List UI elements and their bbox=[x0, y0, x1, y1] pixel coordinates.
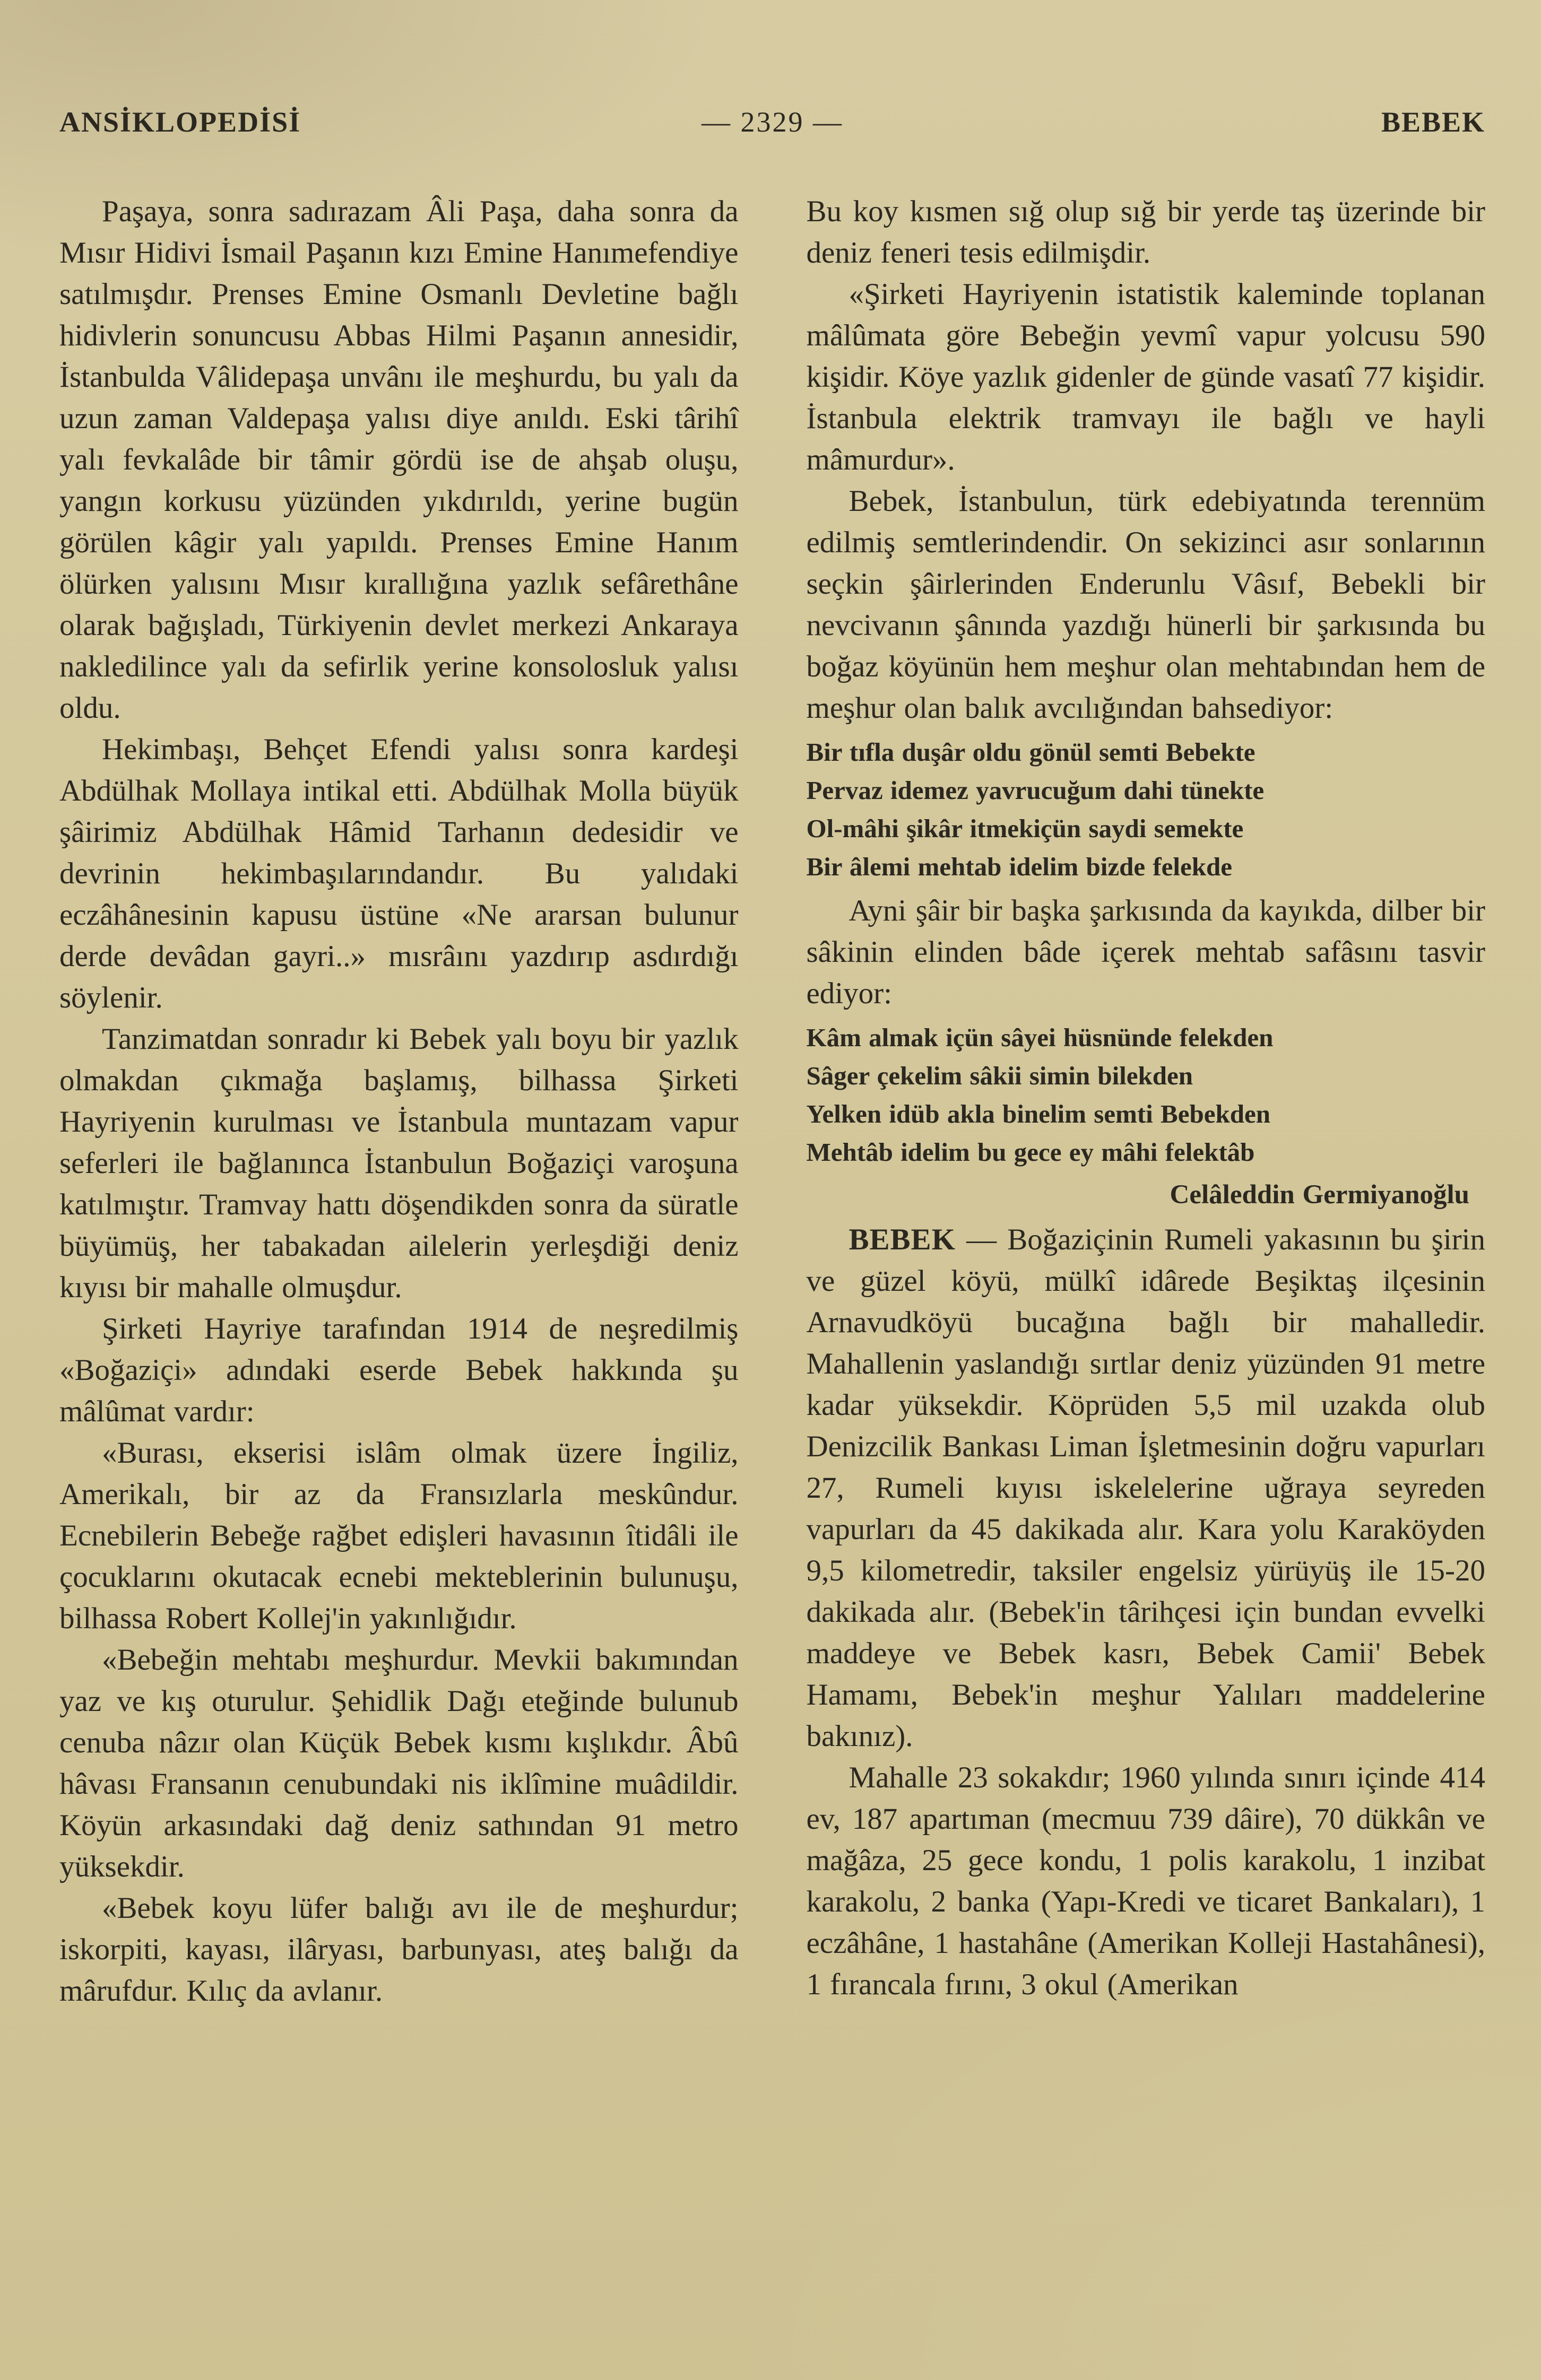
poem-line: Pervaz idemez yavrucuğum dahi tünekte bbox=[806, 776, 1265, 805]
header-entry-word: BEBEK bbox=[1381, 106, 1486, 138]
paragraph: Bu koy kısmen sığ olup sığ bir yerde taş üzerinde bir deniz feneri tesis edilmişdir. bbox=[806, 195, 1485, 270]
paragraph: Tanzimatdan sonradır ki Bebek yalı boyu bir yazlık olmakdan çıkmağa başlamış, bilhassa Şirketi Hayriyenin kurulması ve İstanbula muntazam vapur seferleri ile bağlanınca İstanbulun Boğaziçi varoşuna katılmıştır. Tramvay hattı döşendikden sonra da süratle büyümüş, her tabakadan ailelerin yerleşdiği deniz kıyısı bir mahalle olmuşdur. bbox=[59, 1022, 739, 1304]
poet-signature: Celâleddin Germiyanoğlu bbox=[1170, 1180, 1469, 1210]
poem-line: Mehtâb idelim bu gece ey mâhi felektâb bbox=[806, 1137, 1255, 1167]
poem-verse bbox=[807, 733, 1486, 886]
paragraph: Ayni şâir bir başka şarkısında da kayıkda, dilber bir sâkinin elinden bâde içerek mehtab safâsını tasvir ediyor: bbox=[806, 894, 1485, 1010]
entry-paragraph bbox=[807, 1219, 1486, 1757]
entry-text: — Boğaziçinin Rumeli yakasının bu şirin ve güzel köyü, mülkî idârede Beşiktaş ilçesinin Arnavudköyü bucağına bağlı bir mahalledir. Mahallenin yaslandığı sırtlar deniz yüzünden 91 metre kadar yüksekdir. Köprüden 5,5 mil uzakda olub Denizcilik Bankası Liman İşletmesinin doğru vapurları 27, Rumeli kıyısı iskelelerine uğraya seyreden vapurları da 45 dakikada alır. Kara yolu Karaköyden 9,5 kilometredir, taksiler engelsiz yürüyüş ile 15-20 dakikada alır. (Bebek'in târihçesi için bundan evvelki maddeye ve Bebek kasrı, Bebek Camii' Bebek Hamamı, Bebek'in meşhur Yalıları maddelerine bakınız). bbox=[806, 1223, 1485, 1753]
page-number: — 2329 — bbox=[702, 106, 843, 138]
poem-line: Sâger çekelim sâkii simin bilekden bbox=[806, 1061, 1193, 1090]
poem-line: Bir âlemi mehtab idelim bizde felekde bbox=[806, 852, 1233, 881]
paragraph: Mahalle 23 sokakdır; 1960 yılında sınırı içinde 414 ev, 187 apartıman (mecmuu 739 dâire), 70 dükkân ve mağâza, 25 gece kondu, 1 polis karakolu, 1 inzibat karakolu, 2 banka (Yapı-Kredi ve ticaret Bankaları), 1 eczâhâne, 1 hastahâne (Amerikan Kolleji Hastahânesi), 1 fırancala fırını, 3 okul (Amerikan bbox=[806, 1761, 1485, 2001]
poem-verse bbox=[807, 1019, 1486, 1171]
page-header bbox=[59, 106, 1485, 138]
paragraph: Şirketi Hayriye tarafından 1914 de neşredilmiş «Boğaziçi» adındaki eserde Bebek hakkında şu mâlûmat vardır: bbox=[59, 1312, 739, 1428]
paragraph: «Şirketi Hayriyenin istatistik kaleminde toplanan mâlûmata göre Bebeğin yevmî vapur yolcusu 590 kişidir. Köye yazlık gidenler de günde vasatî 77 kişidir. İstanbula elektrik tramvayı ile bağlı ve hayli mâmurdur». bbox=[806, 277, 1485, 476]
paragraph: Bebek, İstanbulun, türk edebiyatında terennüm edilmiş semtlerindendir. On sekizinci asır sonlarının seçkin şâirlerinden Enderunlu Vâsıf, Bebekli bir nevcivanın şânında yazdığı hünerli bir şarkısında bu boğaz köyünün hem meşhur olan mehtabından hem de meşhur olan balık avcılığından bahsediyor: bbox=[806, 484, 1485, 725]
poem-line: Ol-mâhi şikâr itmekiçün saydi semekte bbox=[806, 814, 1244, 843]
paragraph: Paşaya, sonra sadırazam Âli Paşa, daha sonra da Mısır Hidivi İsmail Paşanın kızı Emine Hanımefendiye satılmışdır. Prenses Emine Osmanlı Devletine bağlı hidivlerin sonuncusu Abbas Hilmi Paşanın annesidir, İstanbulda Vâlidepaşa unvânı ile meşhurdu, bu yalı da uzun zaman Valdepaşa yalısı diye anıldı. Eski târihî yalı fevkalâde bir tâmir gördü ise de ahşab oluşu, yangın korkusu yüzünden yıkdırıldı, yerine bugün görülen kâgir yalı yapıldı. Prenses Emine Hanım ölürken yalısını Mısır kırallığına yazlık sefârethâne olarak bağışladı, Türkiyenin devlet merkezi Ankaraya nakledilince yalı da sefirlik yerine konsolosluk yalısı oldu. bbox=[59, 195, 739, 725]
entry-headword: BEBEK bbox=[849, 1223, 956, 1256]
left-column bbox=[59, 191, 739, 2012]
paragraph: «Burası, ekserisi islâm olmak üzere İngiliz, Amerikalı, bir az da Fransızlarla meskûndur. Ecnebilerin Bebeğe rağbet edişleri havasının îtidâli ile çocuklarını okutacak ecnebi mekteblerinin bulunuşu, bilhassa Robert Kollej'in yakınlığıdır. bbox=[59, 1436, 739, 1635]
poem-line: Kâm almak içün sâyei hüsnünde felekden bbox=[806, 1023, 1274, 1052]
two-column-body bbox=[59, 191, 1485, 2012]
paragraph: Hekimbaşı, Behçet Efendi yalısı sonra kardeşi Abdülhak Mollaya intikal etti. Abdülhak Molla büyük şâirimiz Abdülhak Hâmid Tarhanın dedesidir ve devrinin hekimbaşılarındandır. Bu yalıdaki eczâhânesinin kapusu üstüne «Ne ararsan bulunur derde devâdan gayri..» mısrâını yazdırıp asdırdığı söylenir. bbox=[59, 733, 739, 1014]
poem-line: Yelken idüb akla binelim semti Bebekden bbox=[806, 1099, 1270, 1128]
header-publication-title: ANSİKLOPEDİSİ bbox=[59, 106, 301, 138]
right-column bbox=[807, 191, 1486, 2012]
poem-line: Bir tıfla duşâr oldu gönül semti Bebekte bbox=[806, 737, 1256, 767]
paragraph: «Bebeğin mehtabı meşhurdur. Mevkii bakımından yaz ve kış oturulur. Şehidlik Dağı eteğinde bulunub cenuba nâzır olan Küçük Bebek kısmı kışlıkdır. Âbû hâvası Fransanın cenubundaki nis iklîmine muâdildir. Köyün arkasındaki dağ deniz sathından 91 metro yüksekdir. bbox=[59, 1643, 739, 1883]
paragraph: «Bebek koyu lüfer balığı avı ile de meşhurdur; iskorpiti, kayası, ilâryası, barbunyası, ateş balığı da mârufdur. Kılıç da avlanır. bbox=[59, 1891, 739, 2008]
